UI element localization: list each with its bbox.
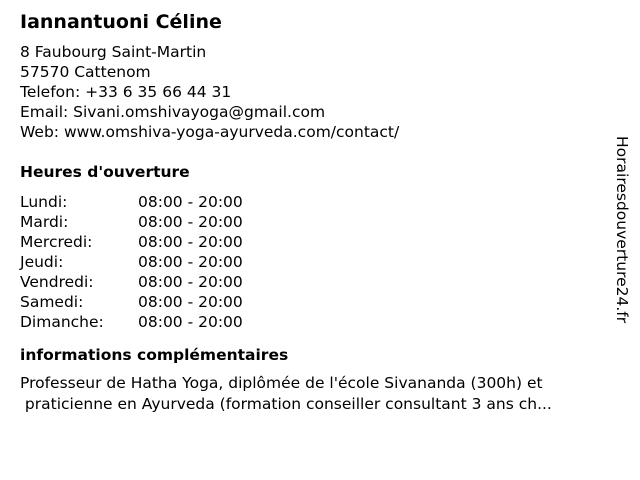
time-range: 08:00 - 20:00 [138,253,243,271]
opening-hours-list [20,192,610,332]
address-street: 8 Faubourg Saint-Martin [20,43,207,61]
hours-row-sunday [20,312,610,332]
phone-line: Telefon: +33 6 35 66 44 31 [20,83,232,101]
time-range: 08:00 - 20:00 [138,233,243,251]
time-range: 08:00 - 20:00 [138,193,243,211]
day-label: Mercredi: [20,233,93,251]
day-label: Jeudi: [20,253,64,271]
hours-row-saturday [20,292,610,312]
hours-row-monday [20,192,610,212]
email-line: Email: Sivani.omshivayoga@gmail.com [20,103,326,121]
hours-row-friday [20,272,610,292]
day-label: Mardi: [20,213,69,231]
hours-row-tuesday [20,212,610,232]
day-label: Dimanche: [20,313,104,331]
opening-hours-title: Heures d'ouverture [20,163,190,181]
business-name: Iannantuoni Céline [20,11,222,33]
additional-info-title: informations complémentaires [20,346,289,364]
additional-info-line-2: praticienne en Ayurveda (formation conseiller consultant 3 ans ch... [20,395,552,413]
day-label: Vendredi: [20,273,94,291]
time-range: 08:00 - 20:00 [138,213,243,231]
hours-row-wednesday [20,232,610,252]
time-range: 08:00 - 20:00 [138,313,243,331]
hours-row-thursday [20,252,610,272]
day-label: Lundi: [20,193,68,211]
time-range: 08:00 - 20:00 [138,273,243,291]
site-brand-vertical: Horairesdouverture24.fr [613,136,631,324]
business-card [20,10,610,415]
time-range: 08:00 - 20:00 [138,293,243,311]
address-postcode-city: 57570 Cattenom [20,63,151,81]
web-line: Web: www.omshiva-yoga-ayurveda.com/contact/ [20,123,400,141]
day-label: Samedi: [20,293,84,311]
additional-info-line-1: Professeur de Hatha Yoga, diplômée de l'école Sivananda (300h) et [20,374,543,392]
